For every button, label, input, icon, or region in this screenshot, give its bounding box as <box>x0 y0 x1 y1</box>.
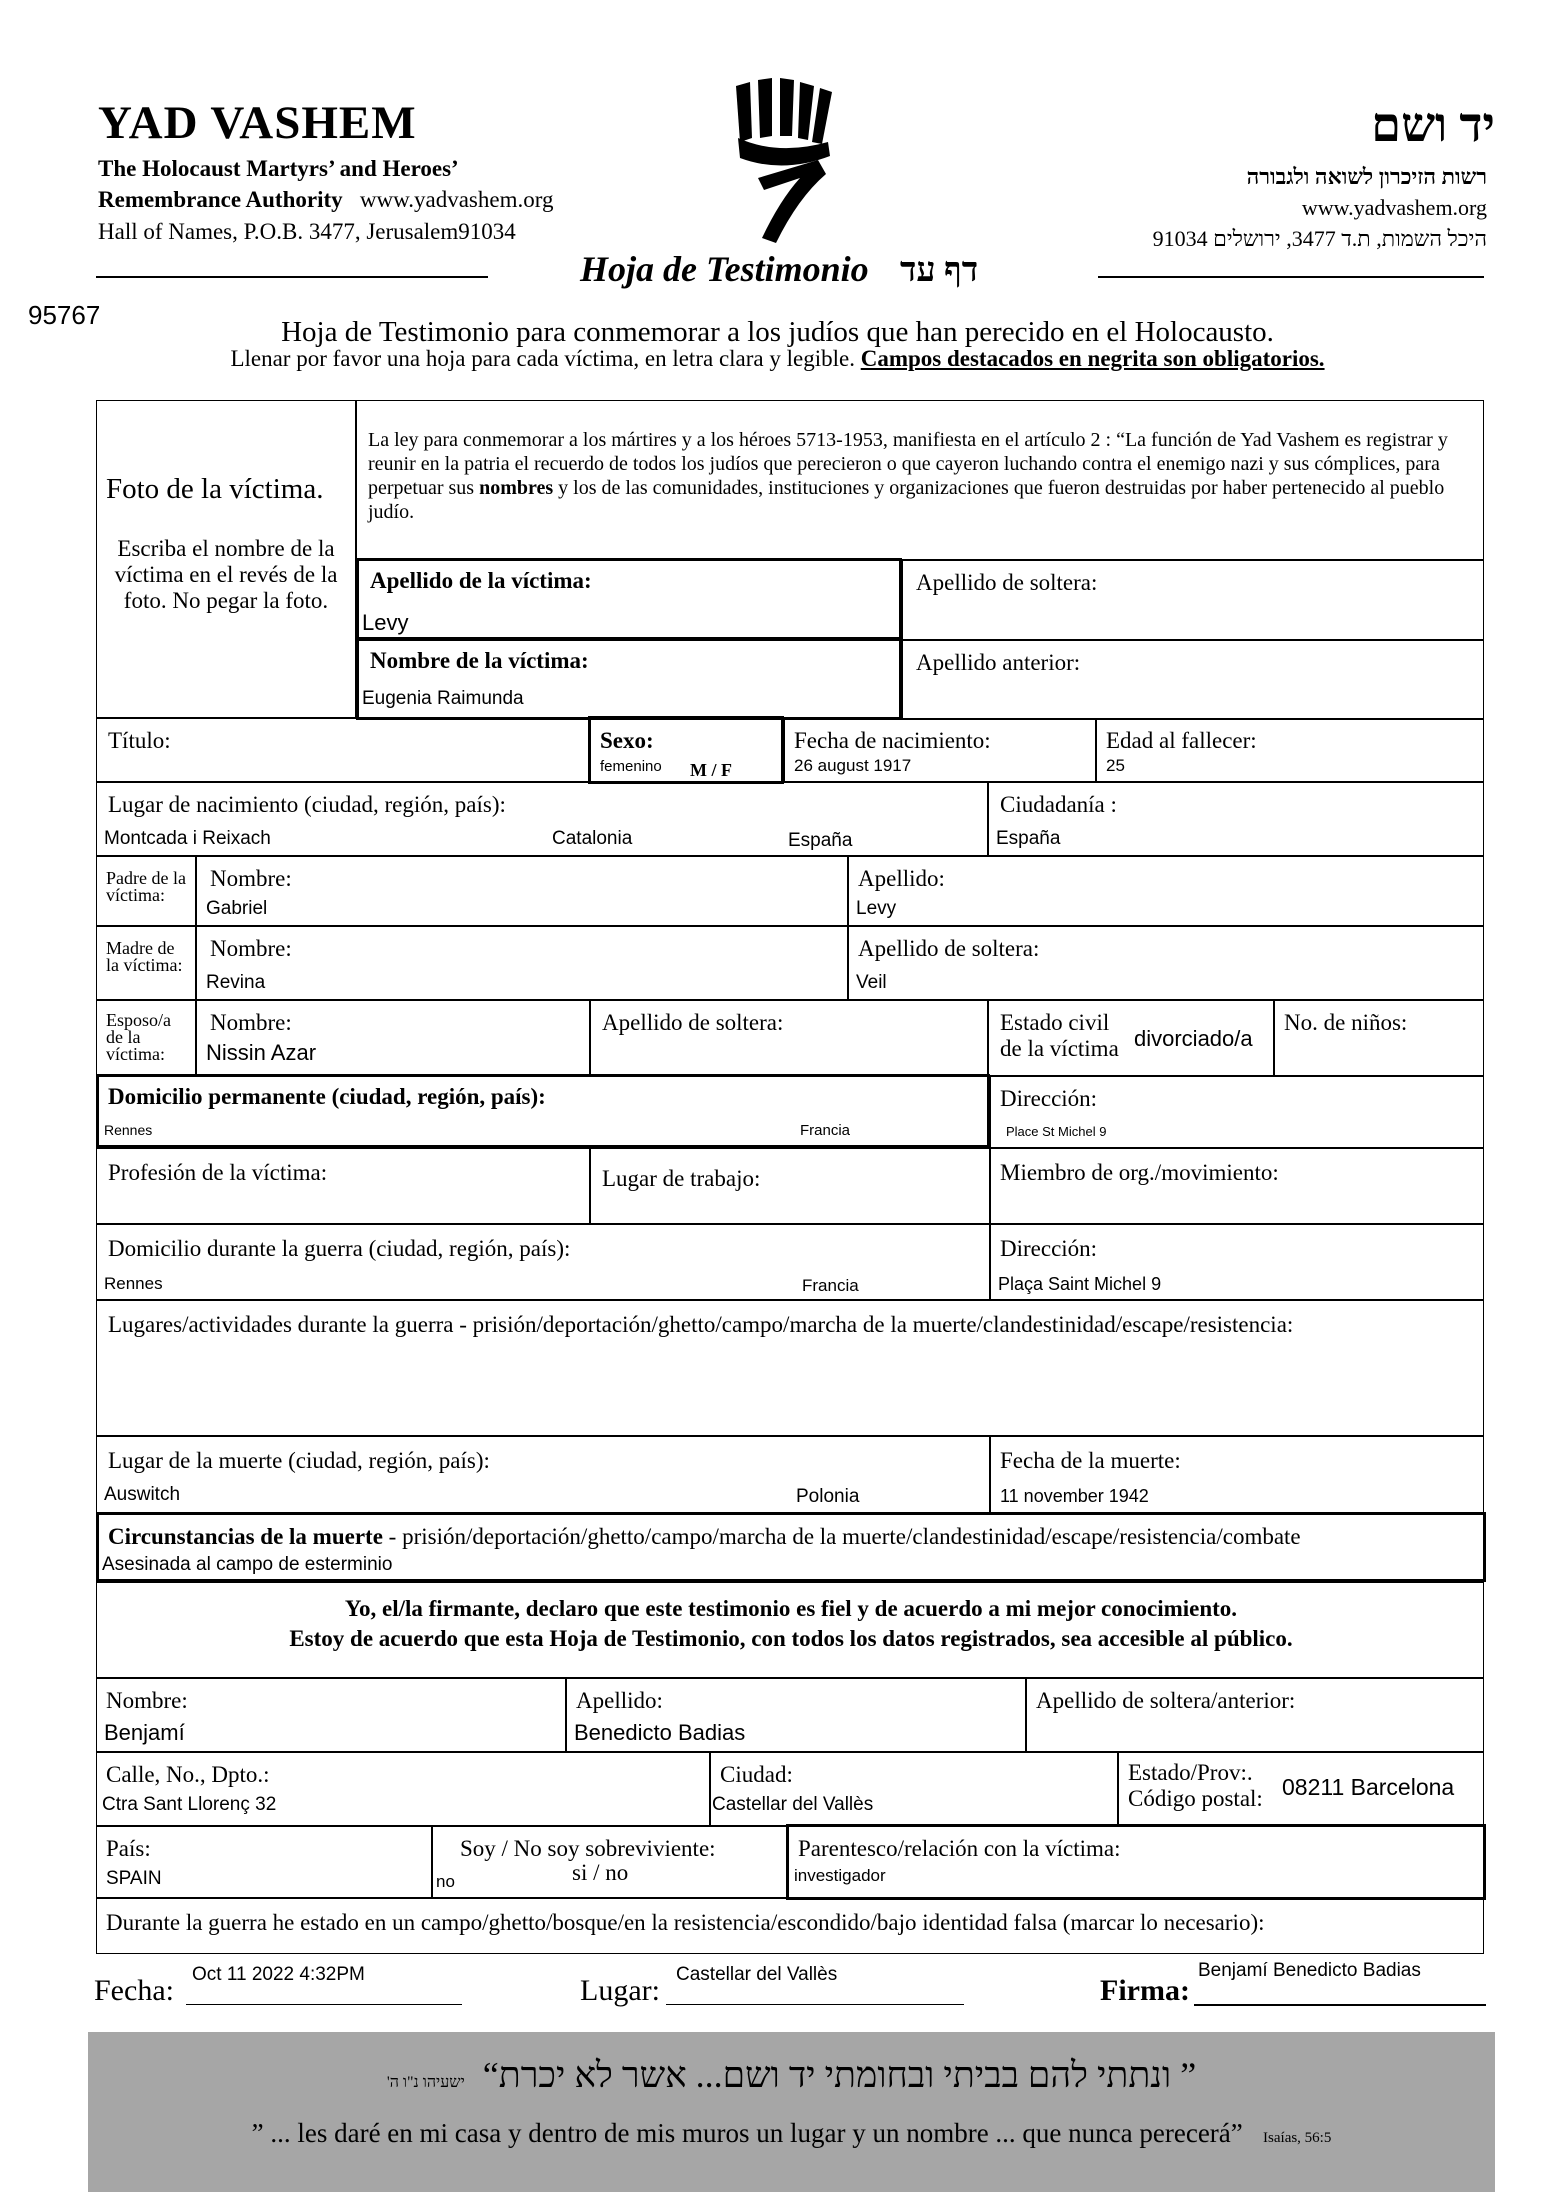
father-name-label: Nombre: <box>210 866 292 891</box>
intro-mandatory-note: Campos destacados en negrita son obligatorios. <box>860 346 1325 371</box>
father-surname-value[interactable]: Levy <box>856 898 897 919</box>
state-label: Estado/Prov:. <box>1128 1760 1253 1785</box>
law-text-emphasis: nombres <box>479 477 554 499</box>
sex-options: M / F <box>690 760 732 780</box>
place-value[interactable]: Castellar del Vallès <box>676 1964 838 1985</box>
street-value[interactable]: Ctra Sant Llorenç 32 <box>102 1794 277 1815</box>
victim-first-name-label: Nombre de la víctima: <box>370 648 589 673</box>
declaration-line-2: Estoy de acuerdo que esta Hoja de Testimonio, con todos los datos registrados, sea accesible al público. <box>289 1626 1293 1651</box>
residence-country-value[interactable]: Francia <box>800 1122 851 1139</box>
city-label: Ciudad: <box>720 1762 793 1787</box>
birth-country-value[interactable]: España <box>788 830 853 851</box>
intro-instruction: Llenar por favor una hoja para cada víctima, en letra clara y legible. <box>230 346 855 371</box>
place-underline <box>666 2004 964 2005</box>
title-label: Título: <box>108 728 171 753</box>
zip-value[interactable]: 08211 Barcelona <box>1282 1774 1455 1800</box>
mother-maiden-value[interactable]: Veil <box>856 972 887 993</box>
footer-hebrew-ref: ישעיהו נ"ו ה' <box>386 2074 465 2091</box>
form-title-hebrew: דף עד <box>900 252 979 289</box>
birth-city-value[interactable]: Montcada i Reixach <box>104 828 271 849</box>
date-value[interactable]: Oct 11 2022 4:32PM <box>192 1964 365 1985</box>
record-number: 95767 <box>28 300 101 330</box>
submitter-name-value[interactable]: Benjamí <box>104 1720 185 1745</box>
submitter-surname-label: Apellido: <box>576 1688 663 1713</box>
sex-value[interactable]: femenino <box>600 758 662 775</box>
header-rule-right <box>1098 276 1484 278</box>
photo-title: Foto de la víctima. <box>106 473 324 505</box>
victim-surname-value[interactable]: Levy <box>362 610 409 635</box>
death-circumstances-label <box>108 1524 1301 1549</box>
submitter-surname-value[interactable]: Benedicto Badias <box>574 1720 746 1745</box>
org-address: Hall of Names, P.O.B. 3477, Jerusalem91034 <box>98 219 516 244</box>
death-circumstances-value[interactable]: Asesinada al campo de esterminio <box>102 1554 393 1575</box>
intro-line-2 <box>0 346 1555 372</box>
org-line-1: The Holocaust Martyrs’ and Heroes’ <box>98 156 459 181</box>
signature-underline <box>1194 2004 1486 2006</box>
residence-city-value[interactable]: Rennes <box>104 1122 153 1138</box>
citizenship-value[interactable]: España <box>996 828 1061 849</box>
civil-status-label-2: de la víctima <box>1000 1036 1119 1061</box>
residence-address-value[interactable]: Place St Michel 9 <box>1006 1124 1107 1139</box>
relation-label: Parentesco/relación con la víctima: <box>798 1836 1121 1861</box>
footer-banner <box>88 2032 1495 2192</box>
residence-address-label: Dirección: <box>1000 1086 1098 1111</box>
yad-vashem-logo-icon <box>728 78 838 248</box>
footer-spanish-text: ” ... les daré en mi casa y dentro de mis muros un lugar y un nombre ... que nunca perecerá” <box>251 2118 1243 2148</box>
age-value[interactable]: 25 <box>1106 756 1125 775</box>
law-text-part-2: y los de las comunidades, instituciones y organizaciones que fueron destruidas por haber pertenecido al pueblo judío. <box>368 477 1445 523</box>
spouse-maiden-label: Apellido de soltera: <box>602 1010 784 1035</box>
header-rule-left <box>96 276 488 278</box>
org-name: YAD VASHEM <box>98 97 417 149</box>
birth-place-label: Lugar de nacimiento (ciudad, región, país): <box>108 792 506 817</box>
org-name-hebrew: יד ושם <box>1371 99 1495 152</box>
footer-hebrew-quote <box>88 2054 1495 2096</box>
father-name-box[interactable] <box>196 856 848 926</box>
place-label: Lugar: <box>580 1974 660 2007</box>
survivor-value[interactable]: no <box>436 1872 455 1891</box>
war-residence-country-value[interactable]: Francia <box>802 1276 859 1295</box>
declaration-line-1: Yo, el/la firmante, declaro que este testimonio es fiel y de acuerdo a mi mejor conocimiento. <box>344 1596 1238 1621</box>
war-address-label: Dirección: <box>1000 1236 1098 1261</box>
citizenship-label: Ciudadanía : <box>1000 792 1117 817</box>
father-surname-label: Apellido: <box>858 866 945 891</box>
mother-name-box[interactable] <box>196 926 848 1000</box>
country-value[interactable]: SPAIN <box>106 1868 162 1889</box>
survivor-label: Soy / No soy sobreviviente: <box>460 1836 716 1861</box>
submitter-name-label: Nombre: <box>106 1688 188 1713</box>
war-address-value[interactable]: Plaça Saint Michel 9 <box>998 1274 1162 1294</box>
footer-spanish-quote <box>88 2118 1495 2149</box>
civil-status-label-1: Estado civil <box>1000 1010 1110 1035</box>
workplace-label: Lugar de trabajo: <box>602 1166 761 1191</box>
zip-label: Código postal: <box>1128 1786 1263 1811</box>
footer-spanish-ref: Isaías, 56:5 <box>1263 2130 1332 2146</box>
birth-region-value[interactable]: Catalonia <box>552 828 633 849</box>
profession-label: Profesión de la víctima: <box>108 1160 328 1185</box>
father-name-value[interactable]: Gabriel <box>206 898 268 919</box>
war-residence-city-value[interactable]: Rennes <box>104 1274 163 1293</box>
date-underline <box>186 2004 462 2005</box>
law-text <box>368 428 1468 524</box>
submitter-maiden-label: Apellido de soltera/anterior: <box>1036 1688 1296 1713</box>
org-url: www.yadvashem.org <box>359 187 554 212</box>
signature-value[interactable]: Benjamí Benedicto Badias <box>1198 1960 1421 1981</box>
intro-line-1: Hoja de Testimonio para conmemorar a los judíos que han perecido en el Holocausto. <box>281 316 1274 348</box>
org-authority: Remembrance Authority <box>98 187 343 212</box>
street-label: Calle, No., Dpto.: <box>106 1762 270 1787</box>
org-line-hebrew-1: רשות הזיכרון לשואה ולגבורה <box>1246 164 1487 189</box>
form-title: Hoja de Testimonio <box>580 249 869 289</box>
law-text-part-1: La ley para conmemorar a los mártires y a los héroes 5713-1953, manifiesta en el artículo 2 : “La función de Yad Vashem es registrar y reunir en la patria el recuerdo de todos los judíos que perecieron o que cayeron luchando contra el enemigo nazi y sus cómplices, para perpetuar sus <box>368 429 1448 499</box>
survivor-options: si / no <box>572 1860 629 1885</box>
spouse-name-label: Nombre: <box>210 1010 292 1035</box>
relation-value[interactable]: investigador <box>794 1866 886 1885</box>
birth-date-label: Fecha de nacimiento: <box>794 728 991 753</box>
war-status-label: Durante la guerra he estado en un campo/ghetto/bosque/en la resistencia/escondido/bajo identidad falsa (marcar lo necesario): <box>106 1910 1265 1935</box>
victim-previous-label: Apellido anterior: <box>916 650 1081 675</box>
father-side-label: Padre de la víctima: <box>106 868 186 905</box>
signature-label: Firma: <box>1100 1974 1190 2007</box>
death-city-value[interactable]: Auswitch <box>104 1484 181 1505</box>
sex-label: Sexo: <box>600 728 654 753</box>
date-label: Fecha: <box>94 1974 174 2007</box>
city-value[interactable]: Castellar del Vallès <box>712 1794 874 1815</box>
children-label: No. de niños: <box>1284 1010 1408 1035</box>
residence-label: Domicilio permanente (ciudad, región, país): <box>108 1084 546 1109</box>
victim-maiden-label: Apellido de soltera: <box>916 570 1098 595</box>
death-country-value[interactable]: Polonia <box>796 1486 860 1507</box>
mother-maiden-label: Apellido de soltera: <box>858 936 1040 961</box>
death-circumstances-title: Circunstancias de la muerte <box>108 1524 383 1549</box>
spouse-side-label: Esposo/a de la víctima: <box>106 1010 171 1064</box>
mother-side-label: Madre de la víctima: <box>106 938 183 975</box>
org-address-hebrew: היכל השמות, ת.ד 3477, ירושלים 91034 <box>1152 226 1487 251</box>
war-residence-label: Domicilio durante la guerra (ciudad, región, país): <box>108 1236 571 1261</box>
footer-hebrew-text: ” ונתתי להם בביתי ובחומתי יד ושם... אשר לא יכרת“ <box>482 2055 1197 2095</box>
mother-name-value[interactable]: Revina <box>206 972 266 993</box>
victim-first-name-value[interactable]: Eugenia Raimunda <box>362 688 524 709</box>
org-url-hebrew: www.yadvashem.org <box>1301 195 1487 220</box>
victim-surname-label: Apellido de la víctima: <box>370 568 592 593</box>
civil-status-value[interactable]: divorciado/a <box>1134 1026 1253 1051</box>
age-label: Edad al fallecer: <box>1106 728 1257 753</box>
country-label: País: <box>106 1836 151 1861</box>
death-place-label: Lugar de la muerte (ciudad, región, país): <box>108 1448 490 1473</box>
member-label: Miembro de org./movimiento: <box>1000 1160 1279 1185</box>
death-date-value[interactable]: 11 november 1942 <box>1000 1486 1149 1506</box>
war-activities-label: Lugares/actividades durante la guerra - prisión/deportación/ghetto/campo/marcha de la muerte/clandestinidad/escape/resistencia: <box>108 1312 1294 1337</box>
death-circumstances-options: - prisión/deportación/ghetto/campo/marcha de la muerte/clandestinidad/escape/resistencia/combate <box>382 1524 1301 1549</box>
spouse-name-value[interactable]: Nissin Azar <box>206 1040 317 1065</box>
photo-note: Escriba el nombre de la víctima en el revés de la foto. No pegar la foto. <box>114 536 338 613</box>
org-line-2 <box>98 187 553 213</box>
birth-date-value[interactable]: 26 august 1917 <box>794 756 912 775</box>
death-date-label: Fecha de la muerte: <box>1000 1448 1181 1473</box>
mother-name-label: Nombre: <box>210 936 292 961</box>
